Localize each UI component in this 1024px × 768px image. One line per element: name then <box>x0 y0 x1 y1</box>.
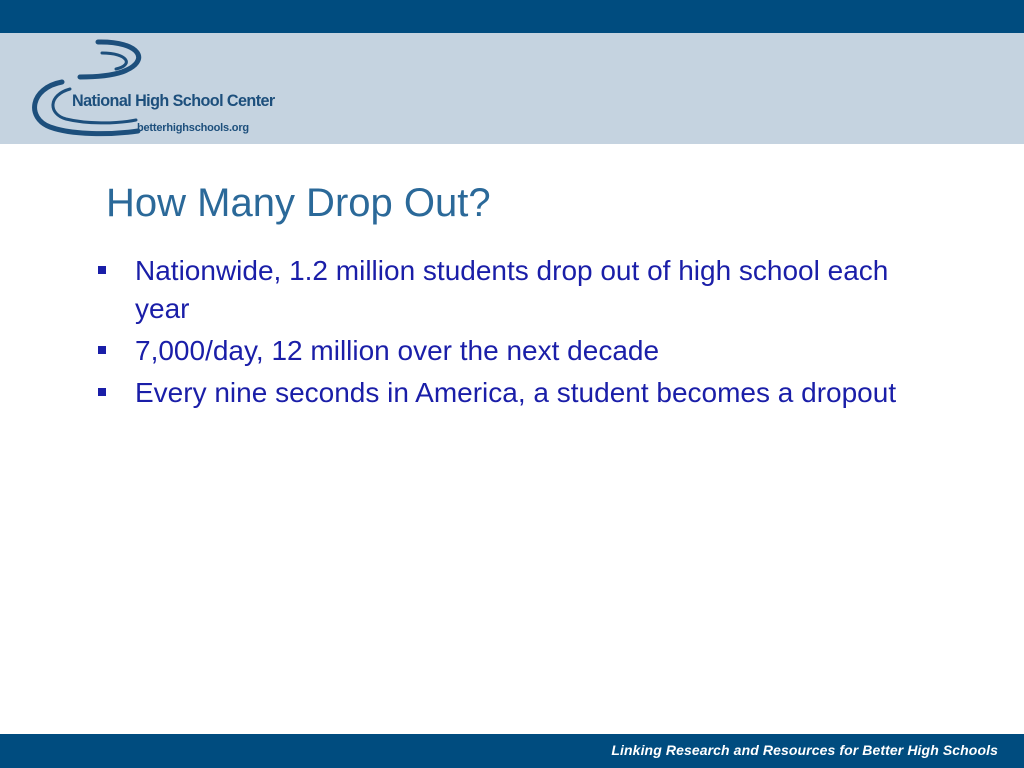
square-bullet-icon <box>98 346 106 354</box>
logo-url: betterhighschools.org <box>137 122 249 134</box>
bullet-list <box>98 252 928 416</box>
bullet-item <box>98 252 928 328</box>
logo-org-name: National High School Center <box>72 91 275 110</box>
footer-banner <box>0 734 1024 768</box>
slide-title: How Many Drop Out? <box>106 181 491 225</box>
bullet-text: 7,000/day, 12 million over the next decade <box>135 335 660 366</box>
bullet-item <box>98 332 928 370</box>
footer-tagline: Linking Research and Resources for Better High Schools <box>611 742 998 758</box>
bullet-text: Nationwide, 1.2 million students drop out of high school each year <box>135 255 889 324</box>
bullet-item <box>98 374 928 412</box>
bullet-text: Every nine seconds in America, a student becomes a dropout <box>135 377 897 408</box>
logo <box>24 38 304 142</box>
top-banner <box>0 0 1024 33</box>
square-bullet-icon <box>98 388 106 396</box>
square-bullet-icon <box>98 266 106 274</box>
